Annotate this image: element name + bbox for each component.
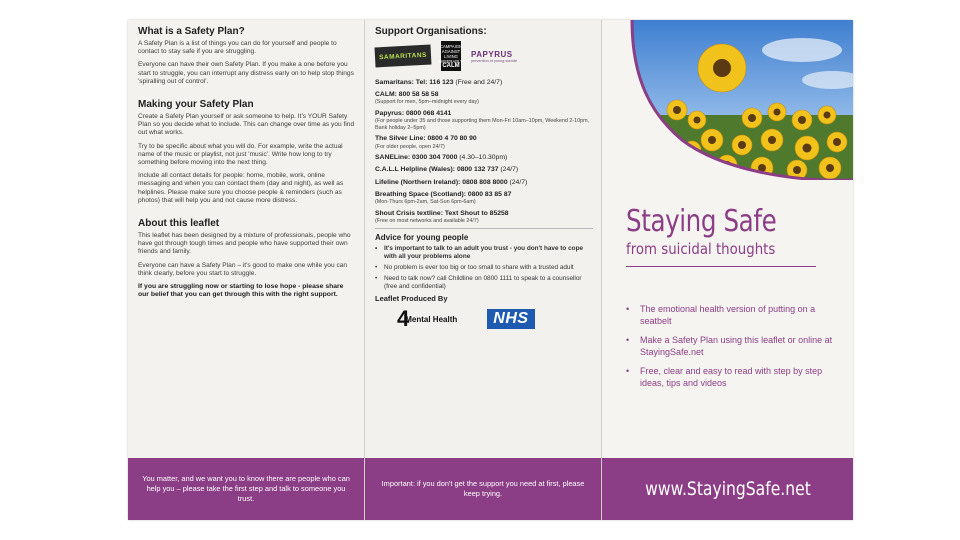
org-sub: (For people under 35 and those supporting them Mon-Fri 10am–10pm, Weekend 2-10pm, Bank holiday 2–5pm) [375, 118, 590, 131]
website-url: www.StayingSafe.net [644, 478, 811, 500]
advice-item: • It's important to talk to an adult you trust - you don't have to cope with all your problems alone [375, 245, 593, 261]
support-logos [375, 41, 593, 71]
org-name: CALM [375, 91, 395, 99]
org-detail: : 0800 068 4141 [401, 110, 452, 117]
what-is-paragraph-1: A Safety Plan is a list of things you can do for yourself and people to contact to stay safe if you are struggling. [138, 40, 337, 56]
advice-list [375, 245, 593, 290]
papyrus-logo [471, 50, 517, 63]
org-extra: (4.30–10.30pm) [459, 154, 508, 162]
org-detail: : 0800 83 85 87 [463, 190, 512, 198]
org-sub: (Support for men, 5pm–midnight every day) [375, 99, 479, 106]
title-divider [626, 266, 816, 267]
middle-footer-text: Important: if you don't get the support you need at first, please keep trying. [381, 479, 585, 498]
advice-item: • Need to talk now? call Childline on 0800 1111 to speak to a counsellor (free and confidential) [375, 275, 593, 291]
org-call-helpline [375, 166, 593, 174]
org-saneline [375, 154, 593, 162]
papyrus-logo-tagline: prevention of young suicide [471, 58, 518, 63]
page-title: Staying Safe [626, 204, 777, 239]
nhs-logo: NHS [487, 309, 534, 329]
org-name: Samaritans [375, 79, 412, 86]
right-panel [602, 20, 853, 520]
org-sub: (Free on most networks and available 24/7) [375, 217, 479, 224]
making-paragraph-2: Try to be specific about what you will do. For example, write the actual name of the music or playlist, not just 'music'. Write how long to try something before moving into the next thing. [138, 142, 343, 167]
about-paragraph-2: Everyone can have a Safety Plan – it's good to make one while you can think clearly, before you start to struggle. [138, 261, 348, 277]
org-calm [375, 91, 593, 106]
making-paragraph-3: Include all contact details for people: home, mobile, work, online messaging and when you can contact them (day and night), as well as helplines. Please make sure you choose people & reminders (such as photos) that will help you and not cause more distress. [138, 172, 344, 204]
4-mental-health-logo [397, 306, 458, 332]
org-name: SANELine [375, 154, 408, 162]
calm-logo [441, 41, 461, 71]
what-is-heading: What is a Safety Plan? [138, 26, 245, 37]
org-extra: (24/7) [500, 166, 519, 174]
org-lifeline [375, 179, 593, 187]
left-footer-text: You matter, and we want you to know there are people who can help you – please take the first step and talk to someone you trust. [142, 474, 350, 503]
org-detail: : 0800 132 737 [452, 166, 499, 174]
org-samaritans [375, 79, 593, 87]
middle-footer-banner [365, 458, 601, 520]
org-detail: : 0300 304 7000 [407, 154, 458, 162]
feature-bullet: • Free, clear and easy to read with step by step ideas, tips and videos [626, 366, 841, 389]
feature-bullet: • The emotional health version of putting on a seatbelt [626, 304, 841, 327]
left-panel [128, 20, 364, 520]
making-heading: Making your Safety Plan [138, 99, 254, 111]
org-detail: : Text Shout to 85258 [440, 209, 509, 217]
making-paragraph-1: Create a Safety Plan yourself or ask someone to help. It's YOUR Safety Plan so you decide what to include. This can change over time as you find out what works. [138, 113, 355, 137]
page-subtitle: from suicidal thoughts [626, 240, 776, 258]
feature-bullet: • Make a Safety Plan using this leaflet or online at StayingSafe.net [626, 335, 841, 358]
title-block [626, 206, 816, 267]
calm-logo-small-text: CAMPAIGN AGAINST LIVING MISERABLY [439, 43, 463, 64]
mh-logo-words: Mental Health [405, 314, 458, 324]
org-name: Breathing Space (Scotland) [375, 190, 464, 198]
org-name: Shout Crisis textline [375, 209, 441, 217]
org-extra: (Free and 24/7) [455, 79, 503, 86]
org-detail: : 0808 808 8000 [458, 178, 508, 186]
leaflet [128, 20, 853, 520]
produced-by-heading: Leaflet Produced By [375, 294, 448, 304]
mh-logo-number: 4 [397, 306, 410, 332]
calm-logo-text: CALM [442, 62, 460, 69]
advice-item: • No problem is ever too big or too small to share with a trusted adult [375, 264, 593, 272]
org-extra: (24/7) [509, 178, 528, 186]
org-breathing-space [375, 191, 593, 206]
right-footer-banner [602, 458, 853, 520]
sunflower-photo [602, 20, 853, 180]
org-sub: (For older people, open 24/7) [375, 143, 445, 150]
producer-logos [375, 306, 593, 332]
org-shout [375, 210, 593, 225]
org-name: C.A.L.L Helpline (Wales) [375, 166, 453, 174]
org-name: Lifeline (Northern Ireland) [375, 178, 459, 186]
advice-section [375, 228, 593, 332]
left-panel-content [138, 26, 356, 300]
org-name: The Silver Line [375, 135, 424, 143]
middle-panel [364, 20, 602, 520]
samaritans-logo: SAMARITANS [375, 45, 432, 68]
org-papyrus [375, 110, 593, 131]
feature-bullets [626, 304, 841, 397]
support-heading: Support Organisations: [375, 26, 487, 37]
org-detail: : Tel: 116 123 [411, 79, 454, 86]
about-paragraph-1: This leaflet has been designed by a mixture of professionals, people who have got through tough times and people who have supported their own friends and family. [138, 232, 351, 256]
about-bold-message: If you are struggling now or starting to lose hope - please share our belief that you can get through this with the right support. [138, 283, 344, 299]
advice-heading: Advice for young people [375, 233, 469, 243]
what-is-paragraph-2: Everyone can have their own Safety Plan. If you make a one before you start to struggle, you can interrupt any distress early on to help stop things 'spiralling out of control'. [138, 61, 354, 85]
org-silver-line [375, 135, 593, 150]
about-heading: About this leaflet [138, 218, 220, 230]
papyrus-logo-name: PAPYRUS [471, 49, 513, 59]
org-name: Papyrus [375, 110, 402, 117]
left-footer-banner [128, 458, 364, 520]
middle-panel-content [375, 26, 593, 332]
org-detail: : 0800 4 70 80 90 [423, 135, 477, 143]
org-detail: : 800 58 58 58 [394, 91, 439, 99]
org-sub: (Mon-Thurs 6pm-2am, Sat-Sun 6pm-6am) [375, 199, 476, 205]
